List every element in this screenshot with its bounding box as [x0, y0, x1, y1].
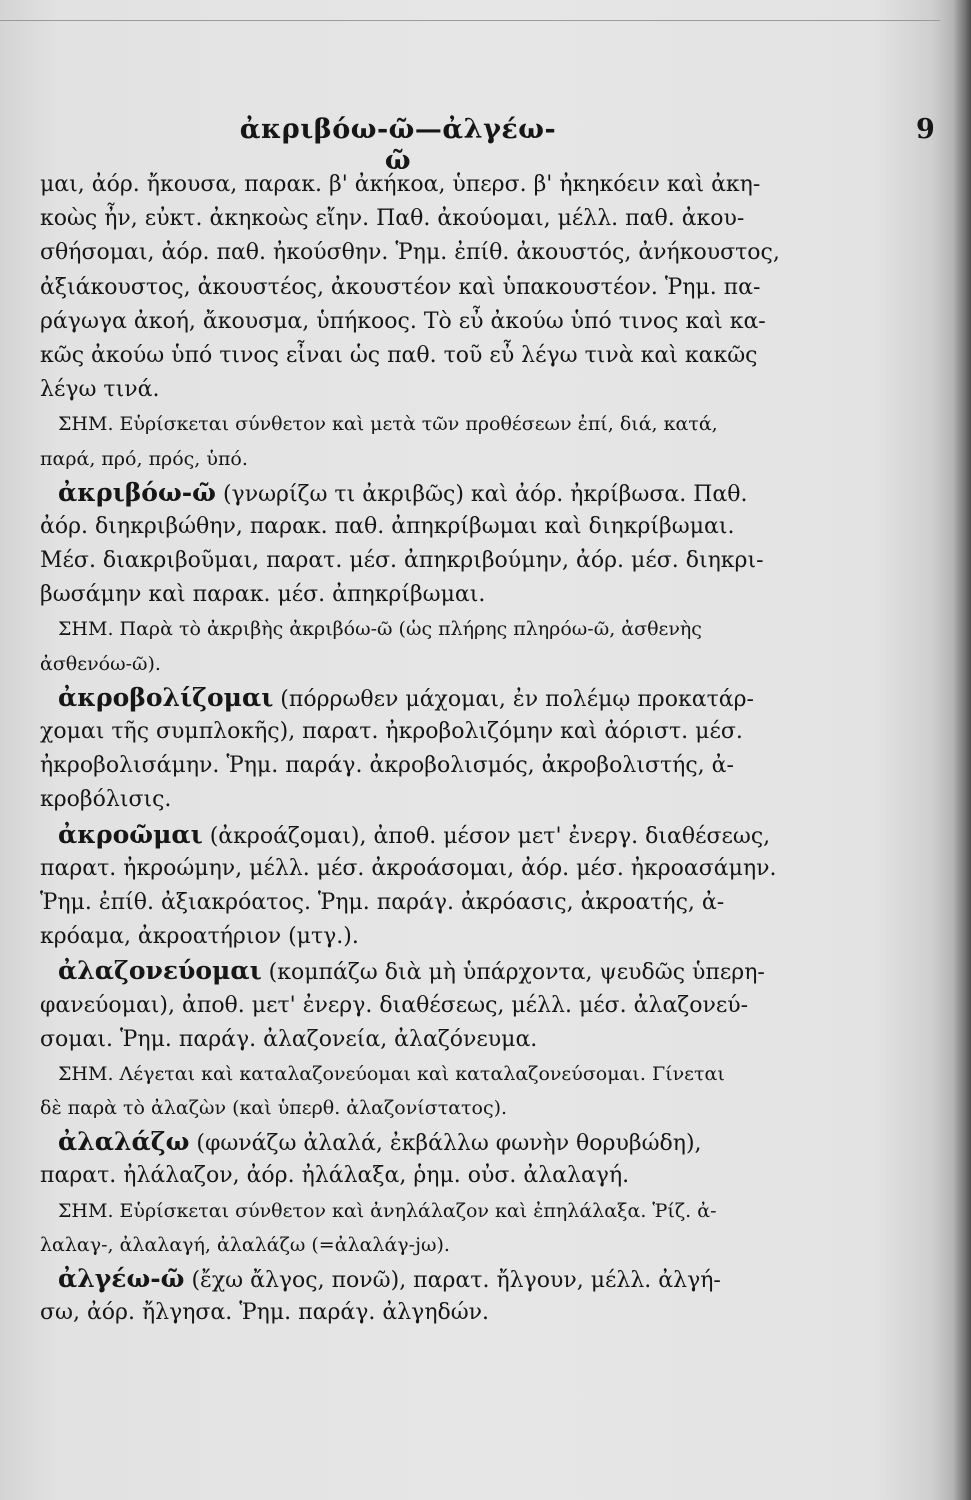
line-text: σομαι. Ῥημ. παράγ. ἀλαζονεία, ἀλαζόνευμα. [40, 1026, 538, 1052]
text-line [40, 1296, 934, 1330]
line-text: ἀόρ. διηκριβώθην, παρακ. παθ. ἀπηκρίβωμαι καὶ διηκρίβωμαι. [40, 513, 735, 539]
line-text: μαι, ἀόρ. ἤκουσα, παρακ. β' ἀκήκοα, ὑπερσ. β' ἠκηκόειν καὶ ἀκη- [40, 172, 761, 197]
line-text: ἀξιάκουστος, ἀκουστέος, ἀκουστέον καὶ ὑπακουστέον. Ῥημ. πα- [40, 274, 761, 300]
line-text: παρά, πρό, πρός, ὑπό. [40, 447, 248, 470]
text-line [40, 271, 934, 305]
line-text: παρατ. ἠλάλαζον, ἀόρ. ἠλάλαξα, ῥημ. οὐσ. ἀλαλαγή. [40, 1163, 630, 1189]
line-text: λαλαγ-, ἀλαλαγή, ἀλαλάζω (=ἀλαλάγ-jω). [40, 1233, 450, 1256]
line-text: δὲ παρὰ τὸ ἀλαζὼν (καὶ ὑπερθ. ἀλαζονίστατος). [40, 1097, 508, 1120]
line-text: σθήσομαι, ἀόρ. παθ. ἠκούσθην. Ῥημ. ἐπίθ. ἀκουστός, ἀνήκουστος, [40, 240, 780, 266]
text-line [40, 989, 934, 1023]
line-text: κοὼς ἦν, εὐκτ. ἀκηκοὼς εἴην. Παθ. ἀκούομαι, μέλλ. παθ. ἀκου- [40, 206, 745, 232]
text-line [40, 886, 934, 920]
text-line [40, 920, 934, 954]
text-line [40, 578, 934, 612]
text-line [40, 749, 934, 783]
entry-line [40, 681, 934, 715]
page-top-edge [0, 20, 940, 21]
entry-line [40, 1125, 934, 1159]
line-text: βωσάμην καὶ παρακ. μέσ. ἀπηκρίβωμαι. [40, 582, 486, 608]
line-text: ΣΗΜ. Λέγεται καὶ καταλαζονεύομαι καὶ καταλαζονεύσομαι. Γίνεται [58, 1062, 725, 1085]
note-line [40, 407, 934, 441]
entry-line [40, 476, 934, 510]
text-line [40, 510, 934, 544]
text-line [40, 1159, 934, 1193]
entry-line [40, 954, 934, 988]
line-text: χομαι τῆς συμπλοκῆς), παρατ. ἠκροβολιζόμην καὶ ἀόριστ. μέσ. [40, 719, 743, 744]
running-header [0, 114, 971, 176]
line-text: ἠκροβολισάμην. Ῥημ. παράγ. ἀκροβολισμός, ἀκροβολιστής, ἀ- [40, 753, 734, 779]
note-line [40, 612, 934, 646]
text-line [40, 236, 934, 270]
note-line [40, 1228, 934, 1262]
headword: ἀλαζονεύομαι [58, 956, 262, 986]
note-line [40, 647, 934, 681]
text-line [40, 168, 934, 202]
line-text: (φωνάζω ἀλαλά, ἐκβάλλω φωνὴν θορυβώδη), [189, 1131, 702, 1157]
line-text: φανεύομαι), ἀποθ. μετ' ἐνεργ. διαθέσεως, μέλλ. μέσ. ἀλαζονεύ- [40, 992, 749, 1018]
text-line [40, 1023, 934, 1057]
line-text: ράγωγα ἀκοή, ἄκουσμα, ὑπήκοος. Τὸ εὖ ἀκούω ὑπό τινος καὶ κα- [40, 308, 766, 334]
page-number: 9 [916, 114, 935, 145]
line-text: (ἀκροάζομαι), ἀποθ. μέσον μετ' ἐνεργ. διαθέσεως, [202, 823, 771, 849]
headword: ἀκροβολίζομαι [58, 682, 274, 712]
text-line [40, 852, 934, 886]
line-text: ΣΗΜ. Εὑρίσκεται σύνθετον καὶ μετὰ τῶν προθέσεων ἐπί, διά, κατά, [58, 413, 718, 436]
line-text: κροβόλισις. [40, 787, 172, 813]
note-line [40, 1057, 934, 1091]
line-text: σω, ἀόρ. ἤλγησα. Ῥημ. παράγ. ἀλγηδών. [40, 1300, 490, 1326]
line-text: ΣΗΜ. Παρὰ τὸ ἀκριβὴς ἀκριβόω-ῶ (ὡς πλήρης πληρόω-ῶ, ἀσθενὴς [58, 618, 702, 641]
note-line [40, 1091, 934, 1125]
headword: ἀλγέω-ῶ [58, 1264, 185, 1293]
line-text: ΣΗΜ. Εὑρίσκεται σύνθετον καὶ ἀνηλάλαζον καὶ ἐπηλάλαξα. Ῥίζ. ἀ- [58, 1199, 717, 1222]
line-text: (πόρρωθεν μάχομαι, ἐν πολέμῳ προκατάρ- [273, 686, 754, 712]
headword: ἀλαλάζω [58, 1127, 190, 1157]
entry-line [40, 818, 934, 852]
text-line [40, 339, 934, 373]
line-text: λέγω τινά. [40, 377, 160, 403]
text-line [40, 715, 934, 749]
text-line [40, 373, 934, 407]
line-text: (γνωρίζω τι ἀκριβῶς) καὶ ἀόρ. ἠκρίβωσα. Παθ. [215, 481, 748, 507]
note-line [40, 442, 934, 476]
line-text: ἀσθενόω-ῶ). [40, 652, 161, 675]
entry-line [40, 1262, 934, 1296]
line-text: Μέσ. διακριβοῦμαι, παρατ. μέσ. ἀπηκριβούμην, ἀόρ. μέσ. διηκρι- [40, 548, 764, 574]
text-line [40, 783, 934, 817]
headword: ἀκροῶμαι [58, 819, 203, 849]
line-text: κρόαμα, ἀκροατήριον (μτγ.). [40, 924, 359, 950]
headword: ἀκριβόω-ῶ [58, 477, 216, 507]
line-text: παρατ. ἠκροώμην, μέλλ. μέσ. ἀκροάσομαι, ἀόρ. μέσ. ἠκροασάμην. [40, 855, 777, 881]
page-body [40, 168, 934, 1330]
note-line [40, 1194, 934, 1228]
line-text: (ἔχω ἄλγος, πονῶ), παρατ. ἤλγουν, μέλλ. ἀλγή- [184, 1268, 721, 1293]
text-line [40, 202, 934, 236]
line-text: (κομπάζω διὰ μὴ ὑπάρχοντα, ψευδῶς ὑπερη- [261, 960, 765, 986]
text-line [40, 544, 934, 578]
line-text: Ῥημ. ἐπίθ. ἀξιακρόατος. Ῥημ. παράγ. ἀκρόασις, ἀκροατής, ἀ- [40, 889, 725, 915]
line-text: κῶς ἀκούω ὑπό τινος εἶναι ὡς παθ. τοῦ εὖ λέγω τινὰ καὶ κακῶς [40, 342, 758, 368]
header-title: ἀκριβόω-ῶ—ἀλγέω-ῶ [239, 114, 557, 176]
text-line [40, 305, 934, 339]
binding-shadow [953, 0, 971, 1500]
